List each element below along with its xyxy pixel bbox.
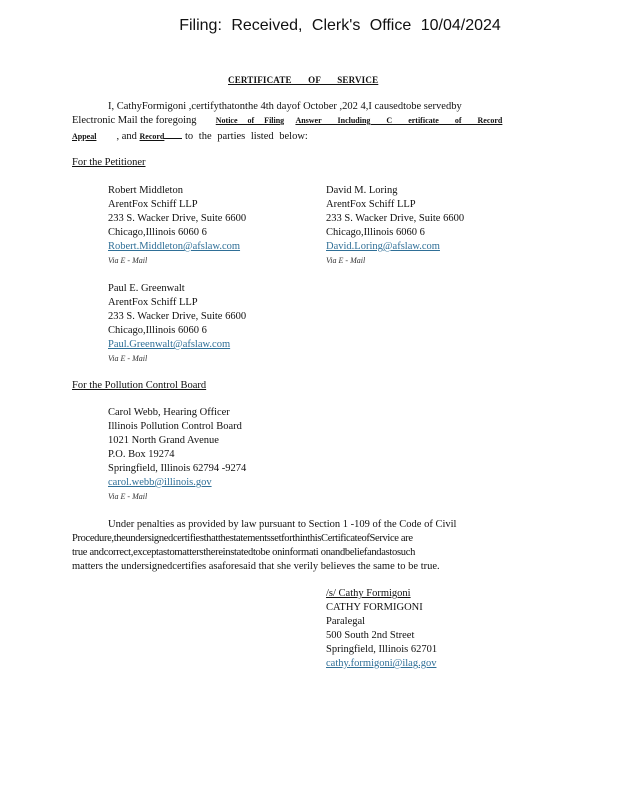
closing-line-2: Procedure,theundersignedcertifiesthatthestatementssetforthinthisCertificateofService are: [72, 533, 413, 544]
signer-name: CATHY FORMIGONI: [326, 602, 423, 613]
board-heading: For the Pollution Control Board: [72, 380, 207, 391]
closing-line-1: Under penalties as provided by law pursuant to Section 1 -109 of the Code of Civil: [108, 519, 457, 530]
contact-city: Chicago,Illinois 6060 6: [108, 227, 207, 238]
contact-org: Illinois Pollution Control Board: [108, 421, 242, 432]
contact-name: Carol Webb, Hearing Officer: [108, 407, 230, 418]
answer-link: Answer Including C ertificate of Record: [295, 116, 503, 125]
contact-email[interactable]: carol.webb@illinois.gov: [108, 477, 212, 488]
contact-firm: ArentFox Schiff LLP: [108, 297, 198, 308]
contact-city: Chicago,Illinois 6060 6: [326, 227, 425, 238]
contact-po-box: P.O. Box 19274: [108, 449, 175, 460]
contact-loring: [326, 184, 464, 268]
signature-line: /s/ Cathy Formigoni: [326, 588, 411, 599]
signer-title: Paralegal: [326, 616, 366, 627]
contact-via: Via E - Mail: [108, 256, 148, 265]
contact-city: Chicago,Illinois 6060 6: [108, 325, 207, 336]
contact-firm: ArentFox Schiff LLP: [326, 199, 416, 210]
contact-greenwalt: [108, 282, 246, 366]
signer-email[interactable]: cathy.formigoni@ilag.gov: [326, 658, 437, 669]
signer-address: 500 South 2nd Street: [326, 630, 415, 641]
signer-city: Springfield, Illinois 62701: [326, 644, 438, 655]
contact-via: Via E - Mail: [108, 492, 148, 501]
contact-address: 233 S. Wacker Drive, Suite 6600: [326, 213, 465, 224]
contact-city: Springfield, Illinois 62794 -9274: [108, 463, 247, 474]
intro-line-2: [72, 115, 502, 126]
contact-email[interactable]: Robert.Middleton@afslaw.com: [108, 241, 241, 252]
filing-stamp: Filing: Received, Clerk's Office 10/04/2024: [179, 17, 501, 34]
petitioner-heading: For the Petitioner: [72, 157, 146, 168]
contact-name: Paul E. Greenwalt: [108, 283, 185, 294]
signature-block: [326, 587, 472, 671]
contact-name: Robert Middleton: [108, 185, 183, 196]
appeal-link: Appeal: [72, 132, 97, 141]
closing-paragraph: [72, 518, 527, 574]
notice-of-filing-link: Notice of Filing: [215, 116, 285, 125]
document-title: CERTIFICATE OF SERVICE: [228, 75, 379, 85]
record-underline: [164, 129, 182, 139]
contact-firm: ArentFox Schiff LLP: [108, 199, 198, 210]
contact-address: 233 S. Wacker Drive, Suite 6600: [108, 213, 247, 224]
intro-line-3: [72, 129, 308, 142]
intro-line-2-text: Electronic Mail the foregoing: [72, 115, 197, 126]
contact-email[interactable]: David.Loring@afslaw.com: [326, 241, 440, 252]
closing-line-4: matters the undersignedcertifies asaforesaid that she verily believes the same to be true.: [72, 561, 440, 572]
contact-address: 1021 North Grand Avenue: [108, 435, 219, 446]
contact-name: David M. Loring: [326, 185, 398, 196]
contact-address: 233 S. Wacker Drive, Suite 6600: [108, 311, 247, 322]
intro-line-1: I, CathyFormigoni ,certifythatonthe 4th dayof October ,202 4,I causedtobe servedby: [108, 101, 462, 112]
closing-line-3: true andcorrect,exceptastomattersthereinstatedtobe oninformati onandbeliefandastosuch: [72, 547, 416, 558]
record-link: Record: [139, 132, 165, 141]
contact-email[interactable]: Paul.Greenwalt@afslaw.com: [108, 339, 231, 350]
contact-via: Via E - Mail: [326, 256, 366, 265]
contact-webb: [108, 406, 246, 504]
intro-line-3-text: to the parties listed below:: [185, 131, 308, 142]
and-text: , and: [116, 131, 137, 142]
contact-via: Via E - Mail: [108, 354, 148, 363]
contact-middleton: [108, 184, 246, 268]
